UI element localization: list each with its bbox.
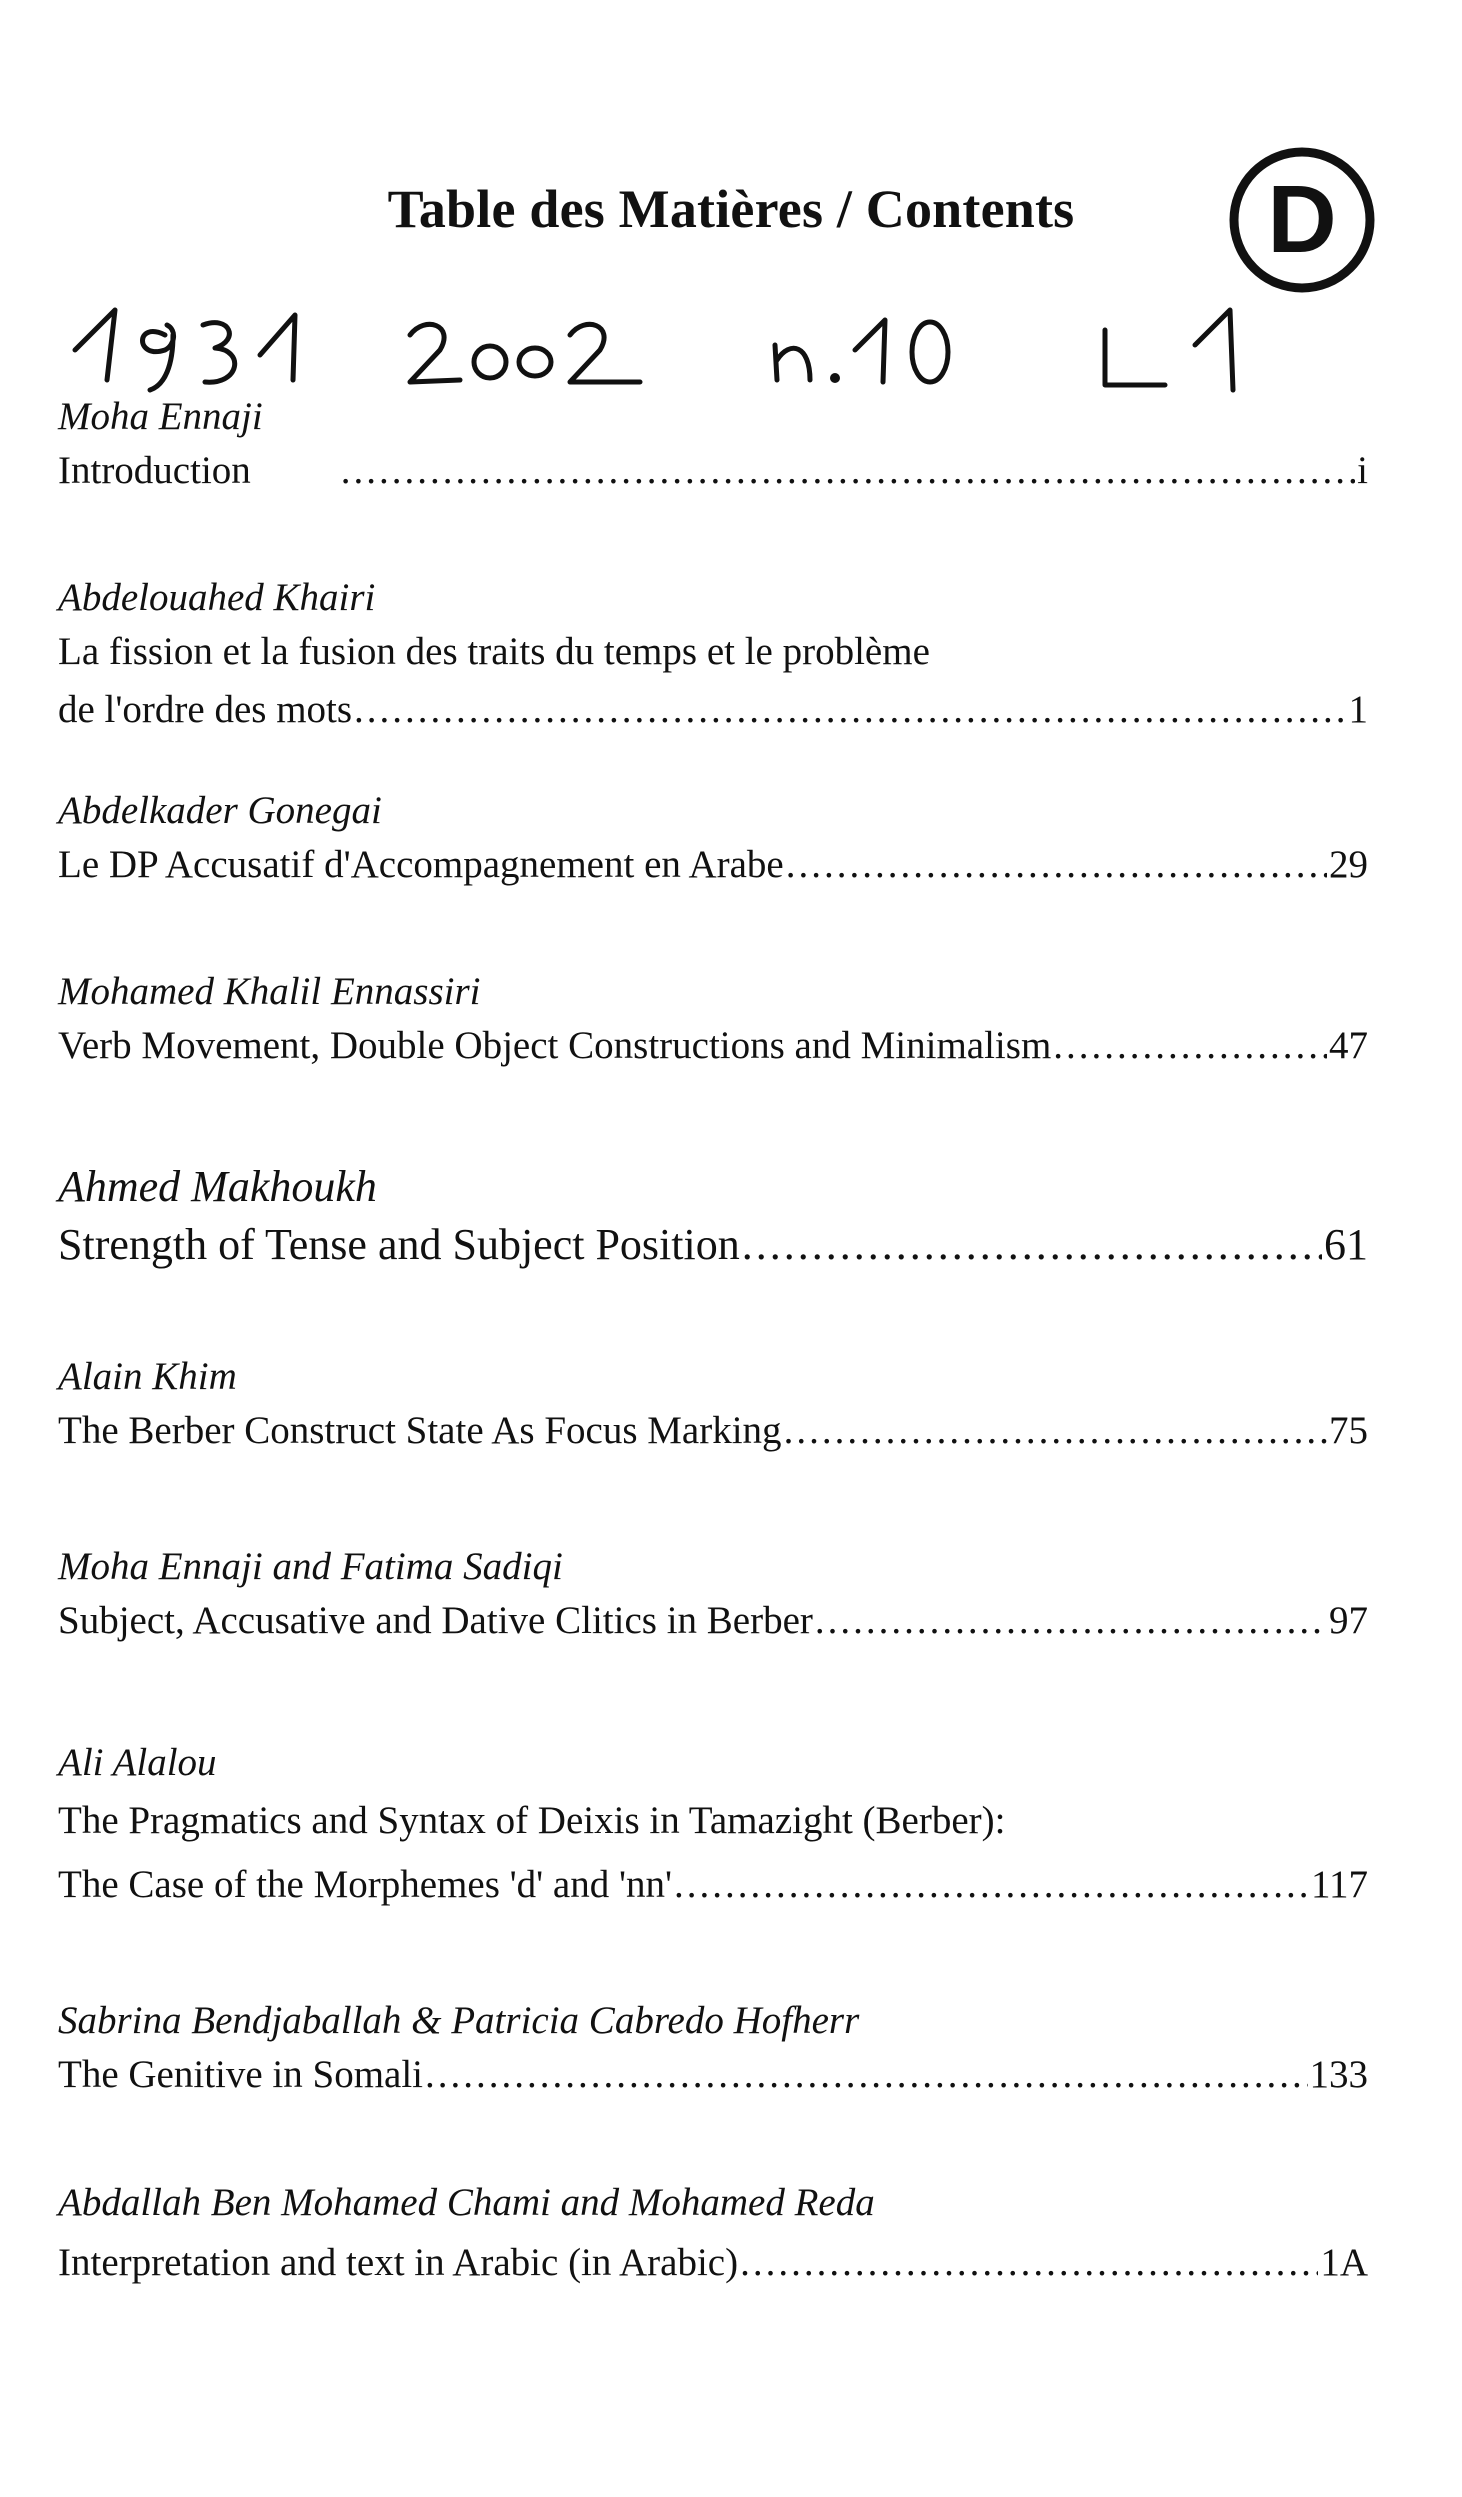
entry-author: Moha Ennaji and Fatima Sadiqi <box>58 1545 563 1588</box>
entry-author: Abdelouahed Khairi <box>58 576 376 619</box>
entry-title-line <box>58 1788 1368 1854</box>
leader-dots <box>354 681 1346 739</box>
entry-page: 61 <box>1324 1220 1368 1269</box>
entry-title-line <box>58 1592 1368 1650</box>
leader-dots <box>674 1854 1309 1916</box>
leader-dots <box>784 1402 1327 1460</box>
toc-entry <box>58 1738 1368 1916</box>
toc-entry <box>58 1542 1368 1650</box>
entry-title: The Genitive in Somali <box>58 2053 424 2096</box>
toc-entry <box>58 1352 1368 1460</box>
entry-title: Introduction <box>58 449 251 492</box>
entry-page: 75 <box>1329 1409 1368 1452</box>
entry-author: Ali Alalou <box>58 1741 217 1784</box>
entry-author: Mohamed Khalil Ennassiri <box>58 970 481 1013</box>
leader-dots <box>1053 1017 1327 1075</box>
handwritten-text: 1931 2002 n.10 L1 <box>55 290 63 291</box>
entry-title-line <box>58 623 1368 681</box>
toc-entry <box>58 1996 1368 2104</box>
entry-title: Verb Movement, Double Object Constructions and Minimalism <box>58 1024 1052 1067</box>
entry-title: Interpretation and text in Arabic (in Arabic) <box>58 2241 739 2284</box>
leader-dots <box>786 836 1327 894</box>
toc-entry <box>58 1160 1368 1276</box>
entry-title-line <box>58 2228 1368 2298</box>
toc-entry <box>58 573 1368 739</box>
entry-page: 1 <box>1348 688 1368 731</box>
entry-title: The Case of the Morphemes 'd' and 'nn' <box>58 1863 673 1906</box>
stamp-letter: D <box>1267 166 1337 273</box>
entry-title: La fission et la fusion des traits du temps et le problème <box>58 630 930 673</box>
entry-author: Alain Khim <box>58 1355 237 1398</box>
leader-dots <box>742 1214 1322 1276</box>
entry-page: 47 <box>1329 1024 1368 1067</box>
leader-dots <box>341 442 1355 500</box>
entry-page: 97 <box>1329 1599 1368 1642</box>
entry-title: de l'ordre des mots <box>58 688 353 731</box>
toc-entry <box>58 2178 1368 2298</box>
page-title: Table des Matières / Contents <box>387 179 1075 239</box>
entry-title-line <box>58 1214 1368 1276</box>
entry-page: 117 <box>1310 1863 1368 1906</box>
entry-author: Ahmed Makhoukh <box>58 1162 377 1211</box>
entry-page: 133 <box>1309 2053 1368 2096</box>
entry-title-line <box>58 1017 1368 1075</box>
entry-title: The Berber Construct State As Focus Marking <box>58 1409 782 1452</box>
toc-entry <box>58 967 1368 1075</box>
entry-title: The Pragmatics and Syntax of Deixis in Tamazight (Berber): <box>58 1799 1006 1842</box>
entry-title-line <box>58 836 1368 894</box>
entry-title-line <box>58 681 1368 739</box>
leader-dots <box>740 2228 1318 2298</box>
entry-author: Sabrina Bendjaballah & Patricia Cabredo Hofherr <box>58 1999 860 2042</box>
entry-title-line <box>58 2046 1368 2104</box>
entry-page: i <box>1357 449 1368 492</box>
entry-title-line <box>58 442 1368 500</box>
entry-author: Abdallah Ben Mohamed Chami and Mohamed Reda <box>58 2181 875 2224</box>
entry-title-line <box>58 1402 1368 1460</box>
entry-author: Moha Ennaji <box>58 395 263 438</box>
toc-entry <box>58 786 1368 894</box>
entry-title-line <box>58 1854 1368 1916</box>
leader-dots <box>815 1592 1327 1650</box>
entry-title: Subject, Accusative and Dative Clitics in Berber <box>58 1599 813 1642</box>
entry-title: Le DP Accusatif d'Accompagnement en Arabe <box>58 843 784 886</box>
entry-title: Strength of Tense and Subject Position <box>58 1220 740 1269</box>
entry-page: 1A <box>1320 2241 1368 2284</box>
library-stamp <box>1222 140 1382 300</box>
entry-page: 29 <box>1329 843 1368 886</box>
leader-dots <box>425 2046 1307 2104</box>
toc-entry <box>58 392 1368 500</box>
entry-author: Abdelkader Gonegai <box>58 789 382 832</box>
